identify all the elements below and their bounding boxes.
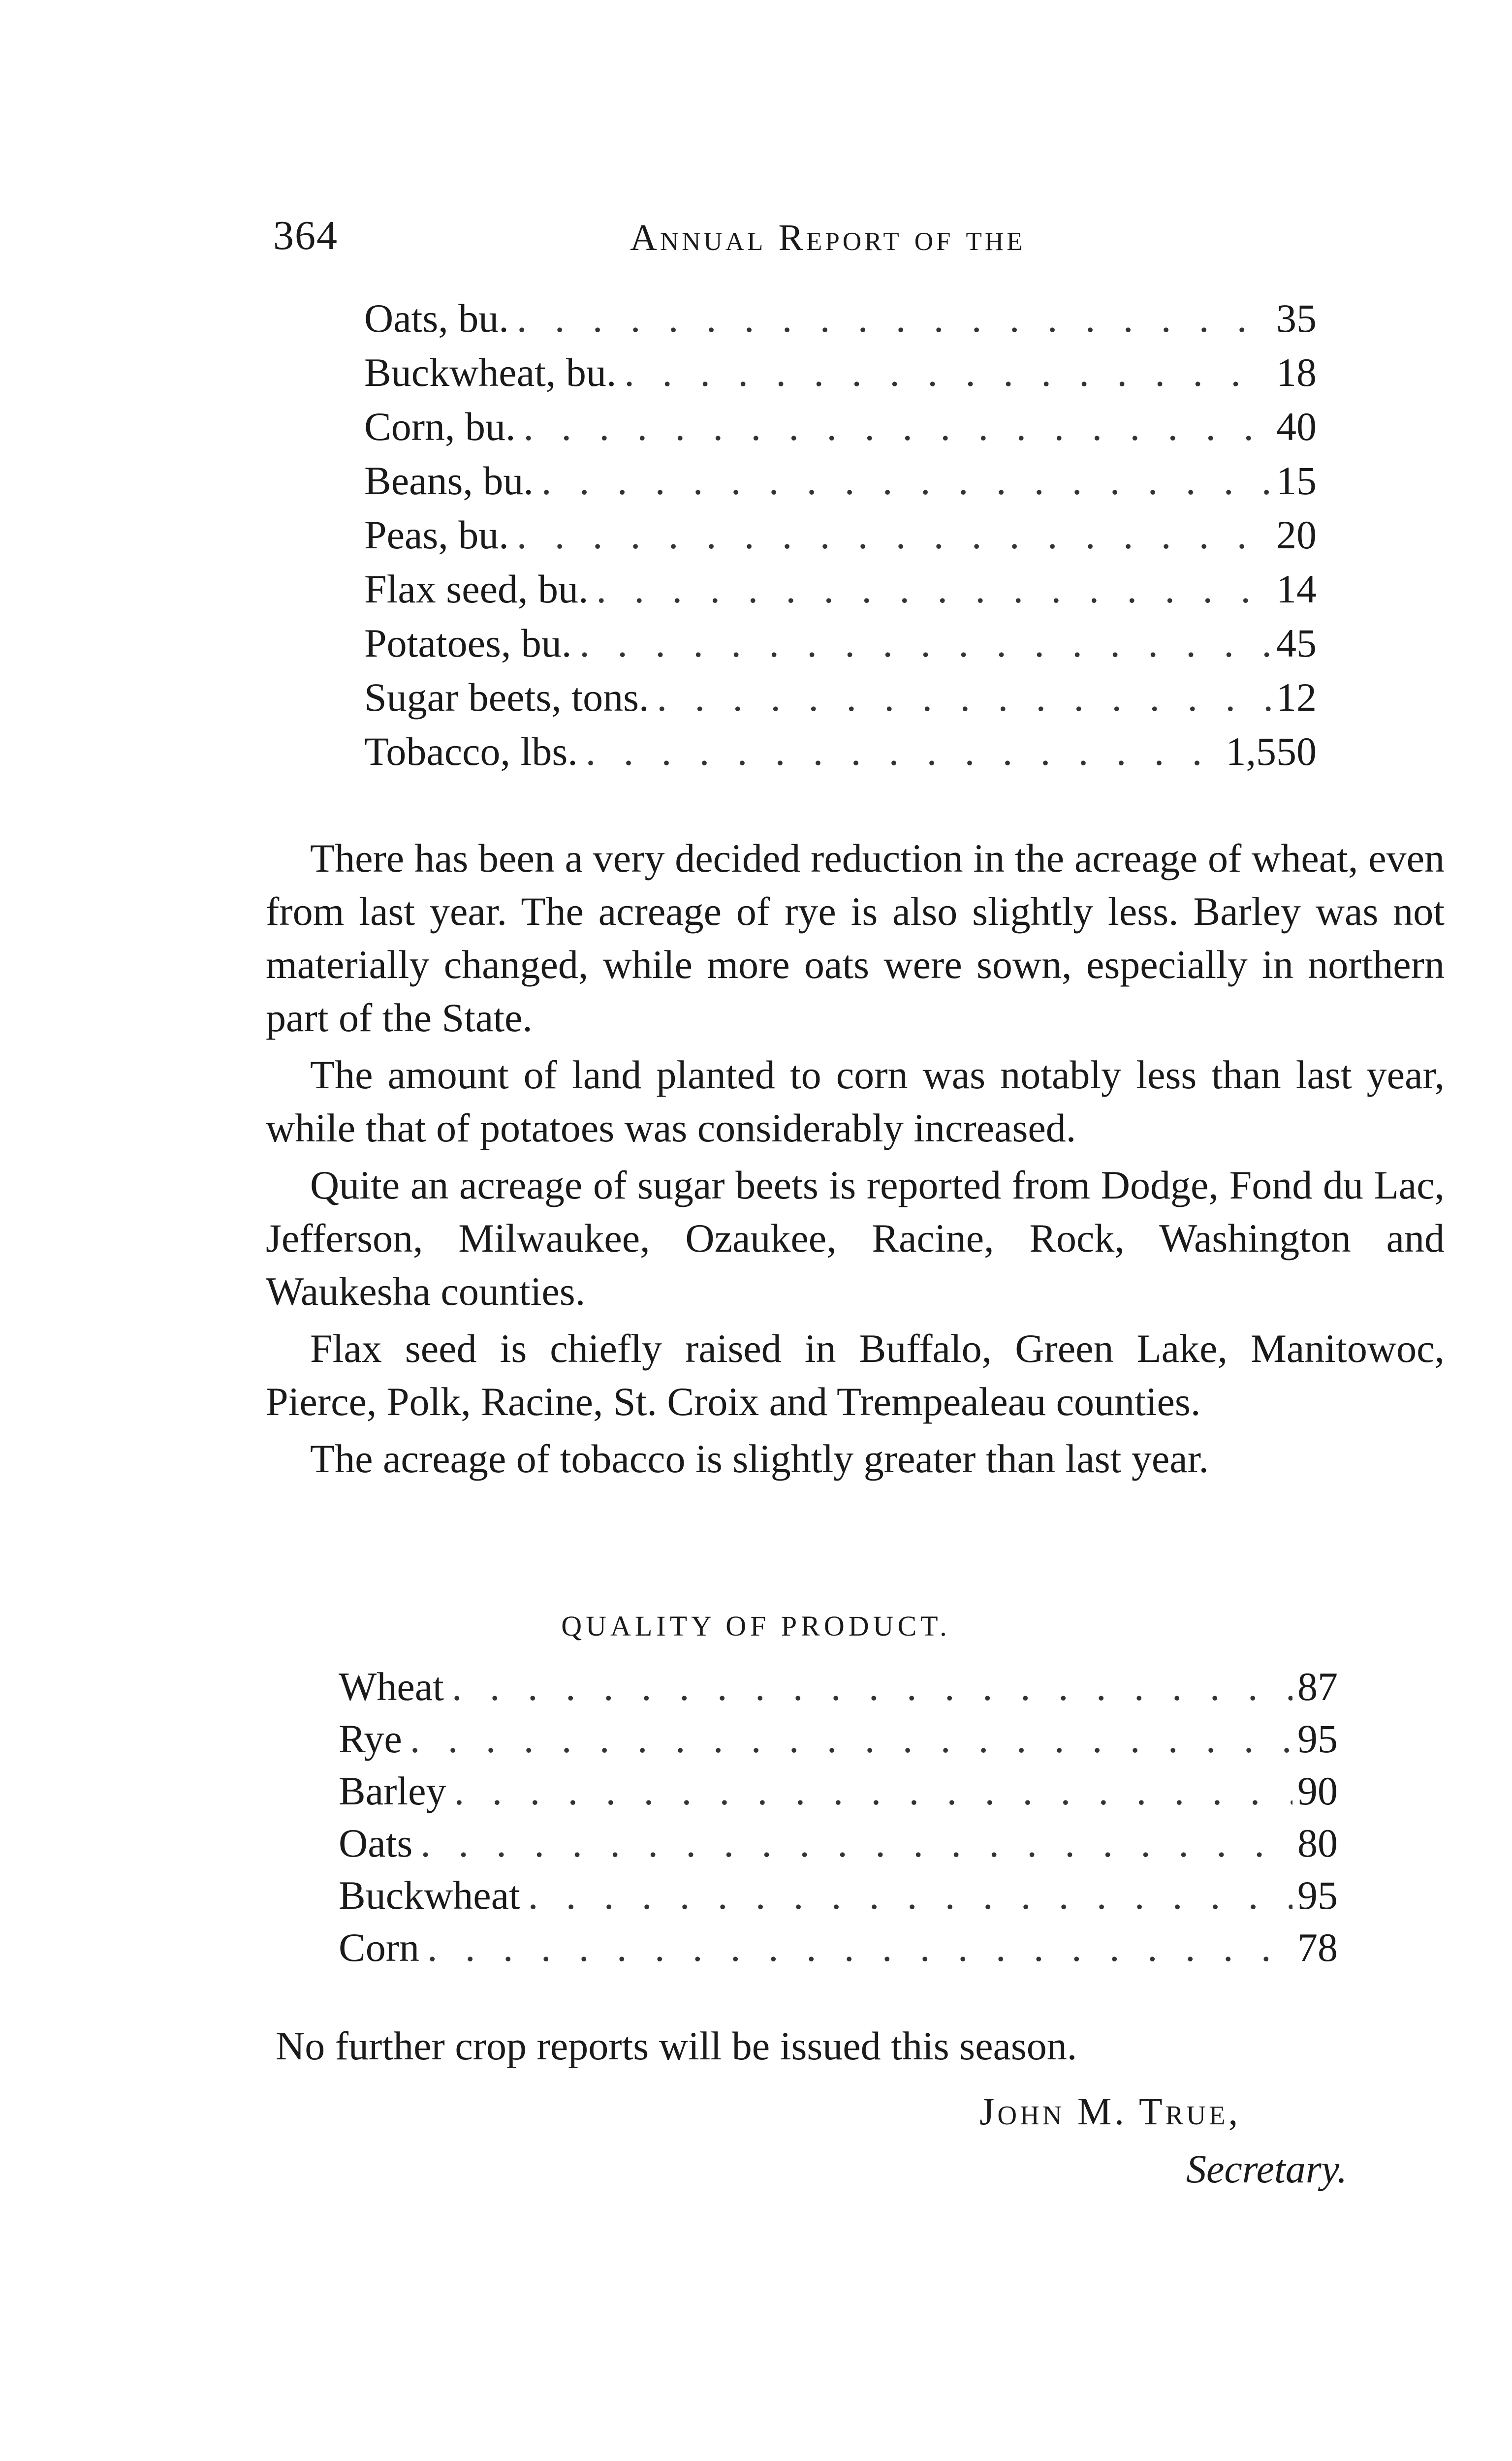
quality-row-buckwheat — [339, 1872, 1338, 1925]
yield-label: Flax seed, bu. — [364, 567, 589, 611]
quality-row-barley — [339, 1768, 1338, 1820]
paragraph-flax-seed: Flax seed is chiefly raised in Buffalo, Green Lake, Manitowoc, Pierce, Polk, Racine, St. Croix and Trempealeau counties. — [266, 1326, 1445, 1424]
leader-dots — [517, 512, 1271, 558]
quality-label: Wheat — [339, 1664, 444, 1709]
yield-value: 20 — [1276, 512, 1317, 557]
leader-dots — [657, 674, 1271, 721]
leader-dots — [410, 1716, 1292, 1762]
yield-label: Corn, bu. — [364, 404, 516, 449]
yield-value: 35 — [1276, 296, 1317, 341]
quality-label: Oats — [339, 1821, 413, 1865]
quality-value: 95 — [1297, 1873, 1338, 1918]
yield-list — [364, 295, 1317, 783]
quality-row-rye — [339, 1716, 1338, 1768]
yield-row-potatoes — [364, 620, 1317, 674]
page-number: 364 — [273, 213, 338, 258]
leader-dots — [427, 1925, 1292, 1971]
body-text — [266, 832, 1445, 1489]
yield-label: Potatoes, bu. — [364, 621, 572, 665]
paragraph-wheat-rye-barley: There has been a very decided reduction in the acreage of wheat, even from last year. The acreage of rye is also slightly less. Barley was not materially changed, while more oats were sown, especially in northern part of the State. — [266, 836, 1445, 1040]
yield-row-flax-seed — [364, 566, 1317, 620]
leader-dots — [452, 1664, 1292, 1710]
quality-row-oats — [339, 1820, 1338, 1872]
paragraph-sugar-beets: Quite an acreage of sugar beets is reported from Dodge, Fond du Lac, Jefferson, Milwaukee, Ozaukee, Racine, Rock, Washington and Waukesha counties. — [266, 1163, 1445, 1314]
leader-dots — [517, 295, 1271, 342]
closing-note: No further crop reports will be issued this season. — [276, 2023, 1077, 2068]
leader-dots — [624, 349, 1271, 396]
yield-row-peas — [364, 512, 1317, 566]
paragraph-tobacco: The acreage of tobacco is slightly greater than last year. — [310, 1436, 1209, 1481]
yield-value: 1,550 — [1226, 729, 1317, 774]
yield-row-tobacco — [364, 728, 1317, 783]
quality-label: Corn — [339, 1925, 419, 1970]
yield-value: 14 — [1276, 567, 1317, 611]
yield-label: Beans, bu. — [364, 458, 534, 503]
leader-dots — [596, 566, 1271, 612]
paragraph-corn-potatoes: The amount of land planted to corn was notably less than last year, while that of potatoes was considerably increased. — [266, 1052, 1445, 1150]
leader-dots — [454, 1768, 1292, 1814]
quality-label: Buckwheat — [339, 1873, 520, 1918]
quality-value: 87 — [1297, 1664, 1338, 1709]
leader-dots — [528, 1872, 1292, 1919]
yield-label: Oats, bu. — [364, 296, 509, 341]
yield-label: Tobacco, lbs. — [364, 729, 578, 774]
quality-label: Barley — [339, 1768, 446, 1813]
yield-value: 15 — [1276, 458, 1317, 503]
yield-row-corn — [364, 404, 1317, 458]
quality-value: 78 — [1297, 1925, 1338, 1970]
leader-dots — [541, 458, 1271, 504]
quality-value: 95 — [1297, 1716, 1338, 1761]
yield-value: 40 — [1276, 404, 1317, 449]
yield-label: Buckwheat, bu. — [364, 350, 617, 395]
quality-value: 90 — [1297, 1768, 1338, 1813]
quality-row-corn — [339, 1925, 1338, 1977]
quality-label: Rye — [339, 1716, 402, 1761]
signer-title: Secretary. — [1186, 2146, 1348, 2191]
running-head: Annual Report of the — [630, 217, 1026, 258]
leader-dots — [420, 1820, 1292, 1866]
yield-value: 45 — [1276, 621, 1317, 665]
yield-row-beans — [364, 458, 1317, 512]
quality-list — [339, 1664, 1338, 1977]
leader-dots — [586, 728, 1221, 775]
yield-row-buckwheat — [364, 349, 1317, 404]
yield-label: Sugar beets, tons. — [364, 675, 649, 720]
yield-row-sugar-beets — [364, 674, 1317, 728]
leader-dots — [524, 404, 1272, 450]
yield-label: Peas, bu. — [364, 512, 509, 557]
yield-value: 12 — [1276, 675, 1317, 720]
quality-value: 80 — [1297, 1821, 1338, 1865]
leader-dots — [579, 620, 1271, 666]
quality-row-wheat — [339, 1664, 1338, 1716]
quality-heading: QUALITY OF PRODUCT. — [561, 1610, 951, 1642]
signer-name: John M. True, — [979, 2090, 1241, 2133]
yield-value: 18 — [1276, 350, 1317, 395]
yield-row-oats — [364, 295, 1317, 349]
